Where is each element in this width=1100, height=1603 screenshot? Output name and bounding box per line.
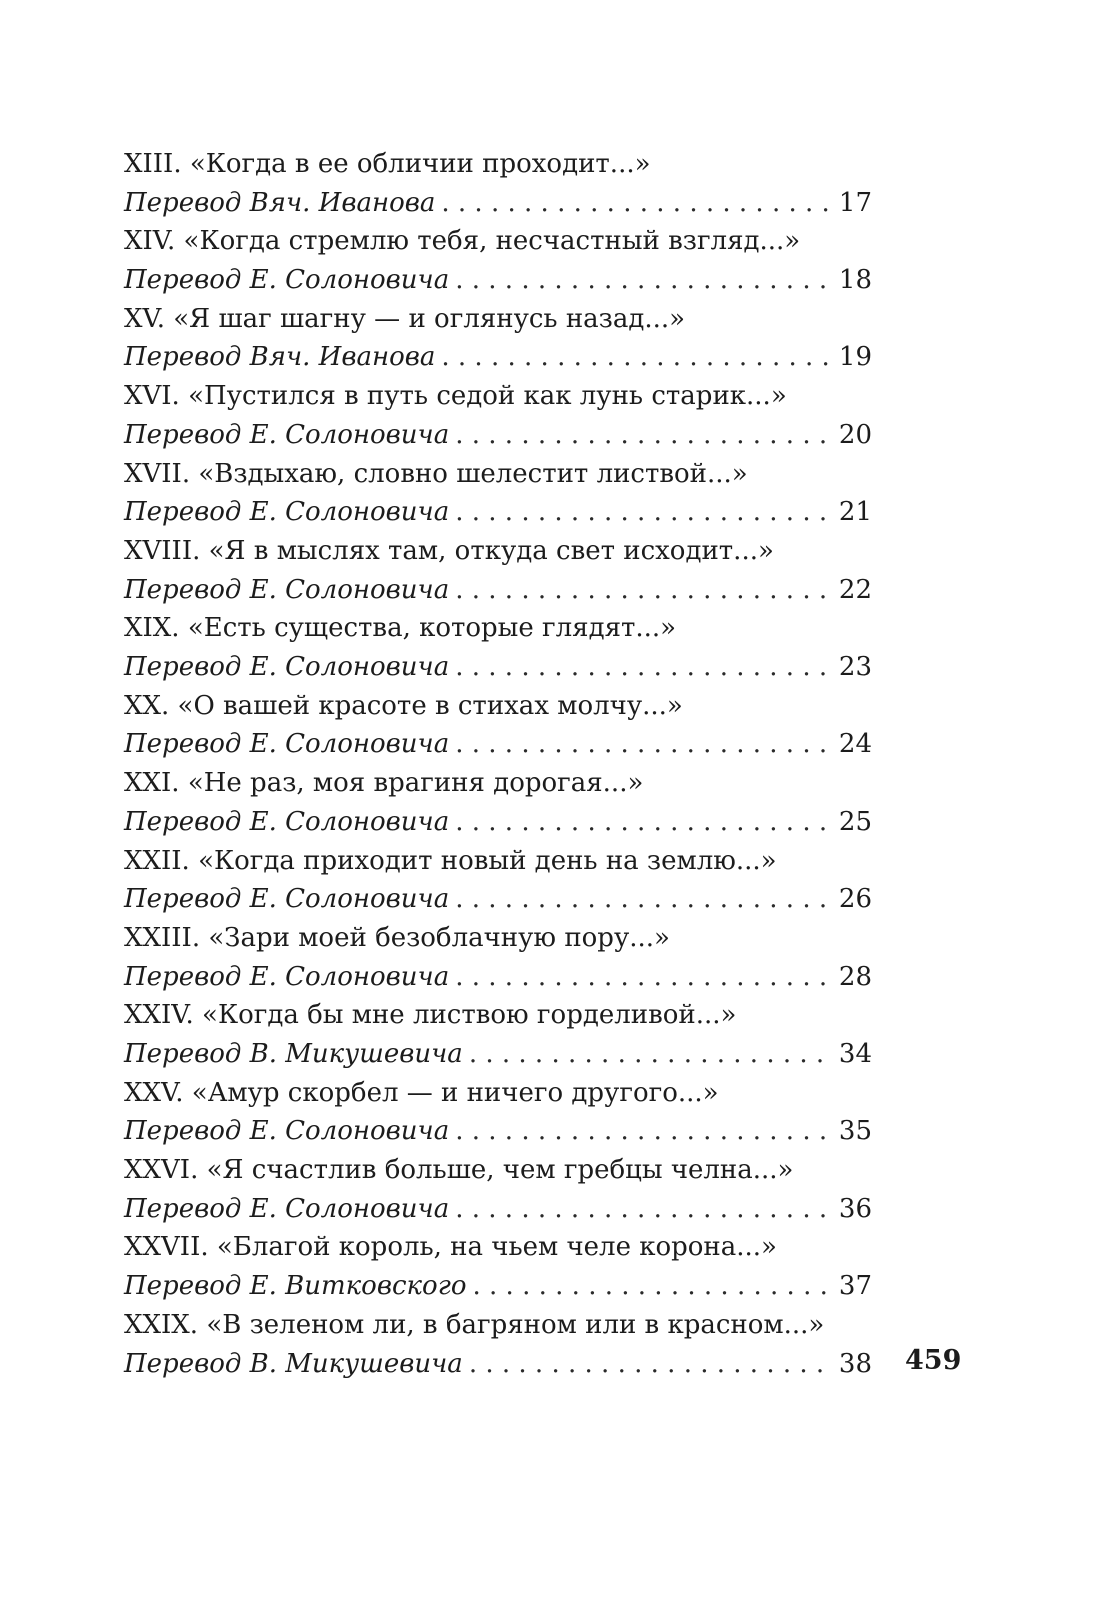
entry-translator-line [124,493,872,532]
entry-translator: Перевод Вяч. Иванова [124,342,436,373]
dot-leader [455,725,831,764]
toc-entry [124,145,872,222]
dot-leader [455,416,831,455]
entry-page-number: 38 [838,1348,872,1379]
entry-translator: Перевод Е. Солоновича [124,961,450,992]
toc-entry [124,1228,872,1305]
entry-title: XVII. «Вздыхаю, словно шелестит листвой...» [124,458,748,489]
toc-entry [124,300,872,377]
dot-leader [455,1112,831,1151]
entry-translator: Перевод Е. Солоновича [124,497,450,528]
entry-page-number: 36 [838,1193,872,1224]
entry-title: XXVII. «Благой король, на чьем челе корона...» [124,1232,777,1263]
entry-page-number: 24 [838,729,872,760]
dot-leader [455,648,831,687]
entry-title: XIX. «Есть существа, которые глядят...» [124,613,677,644]
entry-title: XXIII. «Зари моей безоблачную пору...» [124,922,670,953]
page-folio-number: 459 [905,1345,962,1376]
entry-page-number: 26 [838,884,872,915]
entry-title: XXIX. «В зеленом ли, в багряном или в красном...» [124,1309,825,1340]
entry-page-number: 21 [838,497,872,528]
entry-translator: Перевод Вяч. Иванова [124,187,436,218]
entry-title: XX. «О вашей красоте в стихах молчу...» [124,690,683,721]
entry-page-number: 28 [838,961,872,992]
entry-page-number: 17 [838,187,872,218]
toc-entry [124,1306,872,1383]
entry-page-number: 23 [838,652,872,683]
dot-leader [441,338,831,377]
toc-entry [124,764,872,841]
entry-translator: Перевод В. Микушевича [124,1348,463,1379]
entry-translator: Перевод Е. Солоновича [124,806,450,837]
entry-translator-line [124,1035,872,1074]
toc-entry [124,532,872,609]
entry-translator-line [124,1112,872,1151]
entry-title: XIII. «Когда в ее обличии проходит...» [124,149,651,179]
dot-leader [469,1345,831,1384]
entry-translator-line [124,261,872,300]
entry-page-number: 22 [838,574,872,605]
dot-leader [455,803,831,842]
toc-entry [124,687,872,764]
entry-title: XXI. «Не раз, моя врагиня дорогая...» [124,768,644,799]
entry-translator: Перевод Е. Солоновича [124,884,450,915]
entry-title: XXIV. «Когда бы мне листвою горделивой...» [124,1000,737,1031]
entry-page-number: 34 [838,1038,872,1069]
entry-translator-line [124,184,872,223]
entry-translator-line [124,880,872,919]
entry-page-number: 20 [838,419,872,450]
entry-page-number: 37 [838,1271,872,1302]
entry-translator: Перевод Е. Солоновича [124,419,450,450]
entry-translator: Перевод В. Микушевича [124,1038,463,1069]
entry-title: XXII. «Когда приходит новый день на землю...» [124,845,777,876]
entry-translator-line [124,1267,872,1306]
entry-title: XXVI. «Я счастлив больше, чем гребцы челна...» [124,1155,794,1186]
toc-entry [124,609,872,686]
entry-translator: Перевод Е. Витковского [124,1271,467,1302]
entry-translator: Перевод Е. Солоновича [124,1193,450,1224]
entry-title: XVIII. «Я в мыслях там, откуда свет исходит...» [124,535,774,566]
toc-entry [124,919,872,996]
dot-leader [455,261,831,300]
entry-translator-line [124,803,872,842]
entry-translator-line [124,725,872,764]
toc-entry [124,1151,872,1228]
entry-translator: Перевод Е. Солоновича [124,652,450,683]
dot-leader [472,1267,830,1306]
entry-title: XV. «Я шаг шагну — и оглянусь назад...» [124,303,686,334]
entry-page-number: 19 [838,342,872,373]
toc-entry [124,222,872,299]
entry-translator-line [124,571,872,610]
dot-leader [441,184,831,223]
entry-translator-line [124,416,872,455]
entry-translator: Перевод Е. Солоновича [124,1116,450,1147]
toc-entry [124,377,872,454]
entry-translator-line [124,648,872,687]
entry-translator-line [124,1345,872,1384]
entry-translator-line [124,958,872,997]
dot-leader [469,1035,831,1074]
entry-page-number: 18 [838,265,872,296]
dot-leader [455,493,831,532]
dot-leader [455,571,831,610]
table-of-contents [124,145,872,1383]
toc-entry [124,1074,872,1151]
entry-translator: Перевод Е. Солоновича [124,729,450,760]
dot-leader [455,1190,831,1229]
toc-entry [124,996,872,1073]
entry-title: XIV. «Когда стремлю тебя, несчастный взгляд...» [124,226,801,257]
entry-title: XVI. «Пустился в путь седой как лунь старик...» [124,381,787,412]
entry-translator: Перевод Е. Солоновича [124,574,450,605]
dot-leader [455,958,831,997]
entry-translator-line [124,338,872,377]
entry-title: XXV. «Амур скорбел — и ничего другого...» [124,1077,719,1108]
toc-entry [124,842,872,919]
entry-translator: Перевод Е. Солоновича [124,265,450,296]
toc-entry [124,455,872,532]
dot-leader [455,880,831,919]
entry-page-number: 35 [838,1116,872,1147]
entry-translator-line [124,1190,872,1229]
entry-page-number: 25 [838,806,872,837]
